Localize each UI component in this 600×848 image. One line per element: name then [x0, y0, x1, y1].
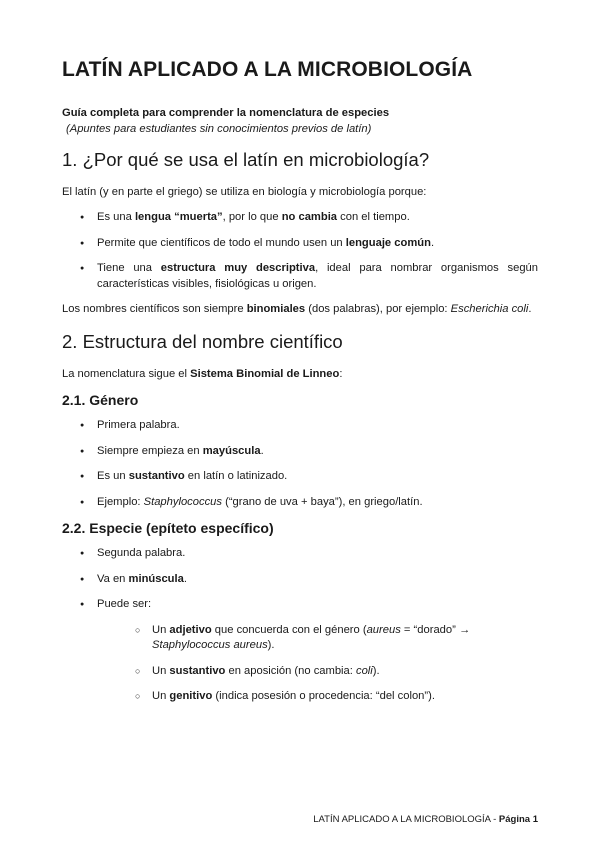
list-item: ● Primera palabra. — [62, 418, 538, 434]
section-1-intro: El latín (y en parte el griego) se utiliza en biología y microbiología porque: — [62, 186, 427, 198]
section-2-heading: 2. Estructura del nombre científico — [62, 331, 343, 352]
document-subnote: (Apuntes para estudiantes sin conocimientos previos de latín) — [66, 123, 372, 135]
list-item: ● Tiene una estructura muy descriptiva, ideal para nombrar organismos según características visibles, fisiológicas u origen. — [62, 261, 538, 292]
list-item: ● Segunda palabra. — [62, 546, 538, 562]
section-1-outro: Los nombres científicos son siempre binomiales (dos palabras), por ejemplo: Escherichia coli. — [62, 303, 532, 315]
sublist-item: ○ Un genitivo (indica posesión o procedencia: “del colon”). — [133, 689, 538, 705]
document-title: LATÍN APLICADO A LA MICROBIOLOGÍA — [62, 58, 473, 81]
genero-list — [62, 418, 538, 510]
sublist-item: ○ Un sustantivo en aposición (no cambia: coli). — [133, 664, 538, 680]
section-1-heading: 1. ¿Por qué se usa el latín en microbiología? — [62, 149, 430, 170]
list-item: ● Va en minúscula. — [62, 572, 538, 588]
especie-list — [62, 546, 538, 705]
document-page — [62, 58, 538, 715]
page-number: Página 1 — [498, 814, 538, 825]
footer-text: LATÍN APLICADO A LA MICROBIOLOGÍA - — [313, 814, 499, 825]
list-item: ● Permite que científicos de todo el mundo usen un lenguaje común. — [62, 236, 538, 252]
list-item: ● Siempre empieza en mayúscula. — [62, 444, 538, 460]
page-footer — [313, 814, 538, 825]
subsection-genero-heading: 2.1. Género — [62, 392, 139, 408]
list-item: ● Ejemplo: Staphylococcus (“grano de uva + baya”), en griego/latín. — [62, 495, 538, 511]
document-subtitle: Guía completa para comprender la nomenclatura de especies — [62, 107, 390, 119]
list-item: ● Es una lengua “muerta”, por lo que no cambia con el tiempo. — [62, 210, 538, 226]
sublist-item: ○ Un adjetivo que concuerda con el género (aureus = “dorado” → Staphylococcus aureus). — [133, 623, 538, 654]
especie-sublist — [97, 623, 538, 705]
section-1-list — [62, 210, 538, 292]
list-item: ● Es un sustantivo en latín o latinizado. — [62, 469, 538, 485]
subsection-especie-heading: 2.2. Especie (epíteto específico) — [62, 520, 274, 536]
section-2-intro: La nomenclatura sigue el Sistema Binomial de Linneo: — [62, 368, 343, 380]
list-item: ● Puede ser: ○ Un adjetivo que concuerda con el género (aureus = “dorado” → Staphylococcus aureus). ○ Un sustantivo en aposición (no cambia: coli). ○ Un genitivo (indica posesión o procedencia: “del colon”). — [62, 597, 538, 705]
